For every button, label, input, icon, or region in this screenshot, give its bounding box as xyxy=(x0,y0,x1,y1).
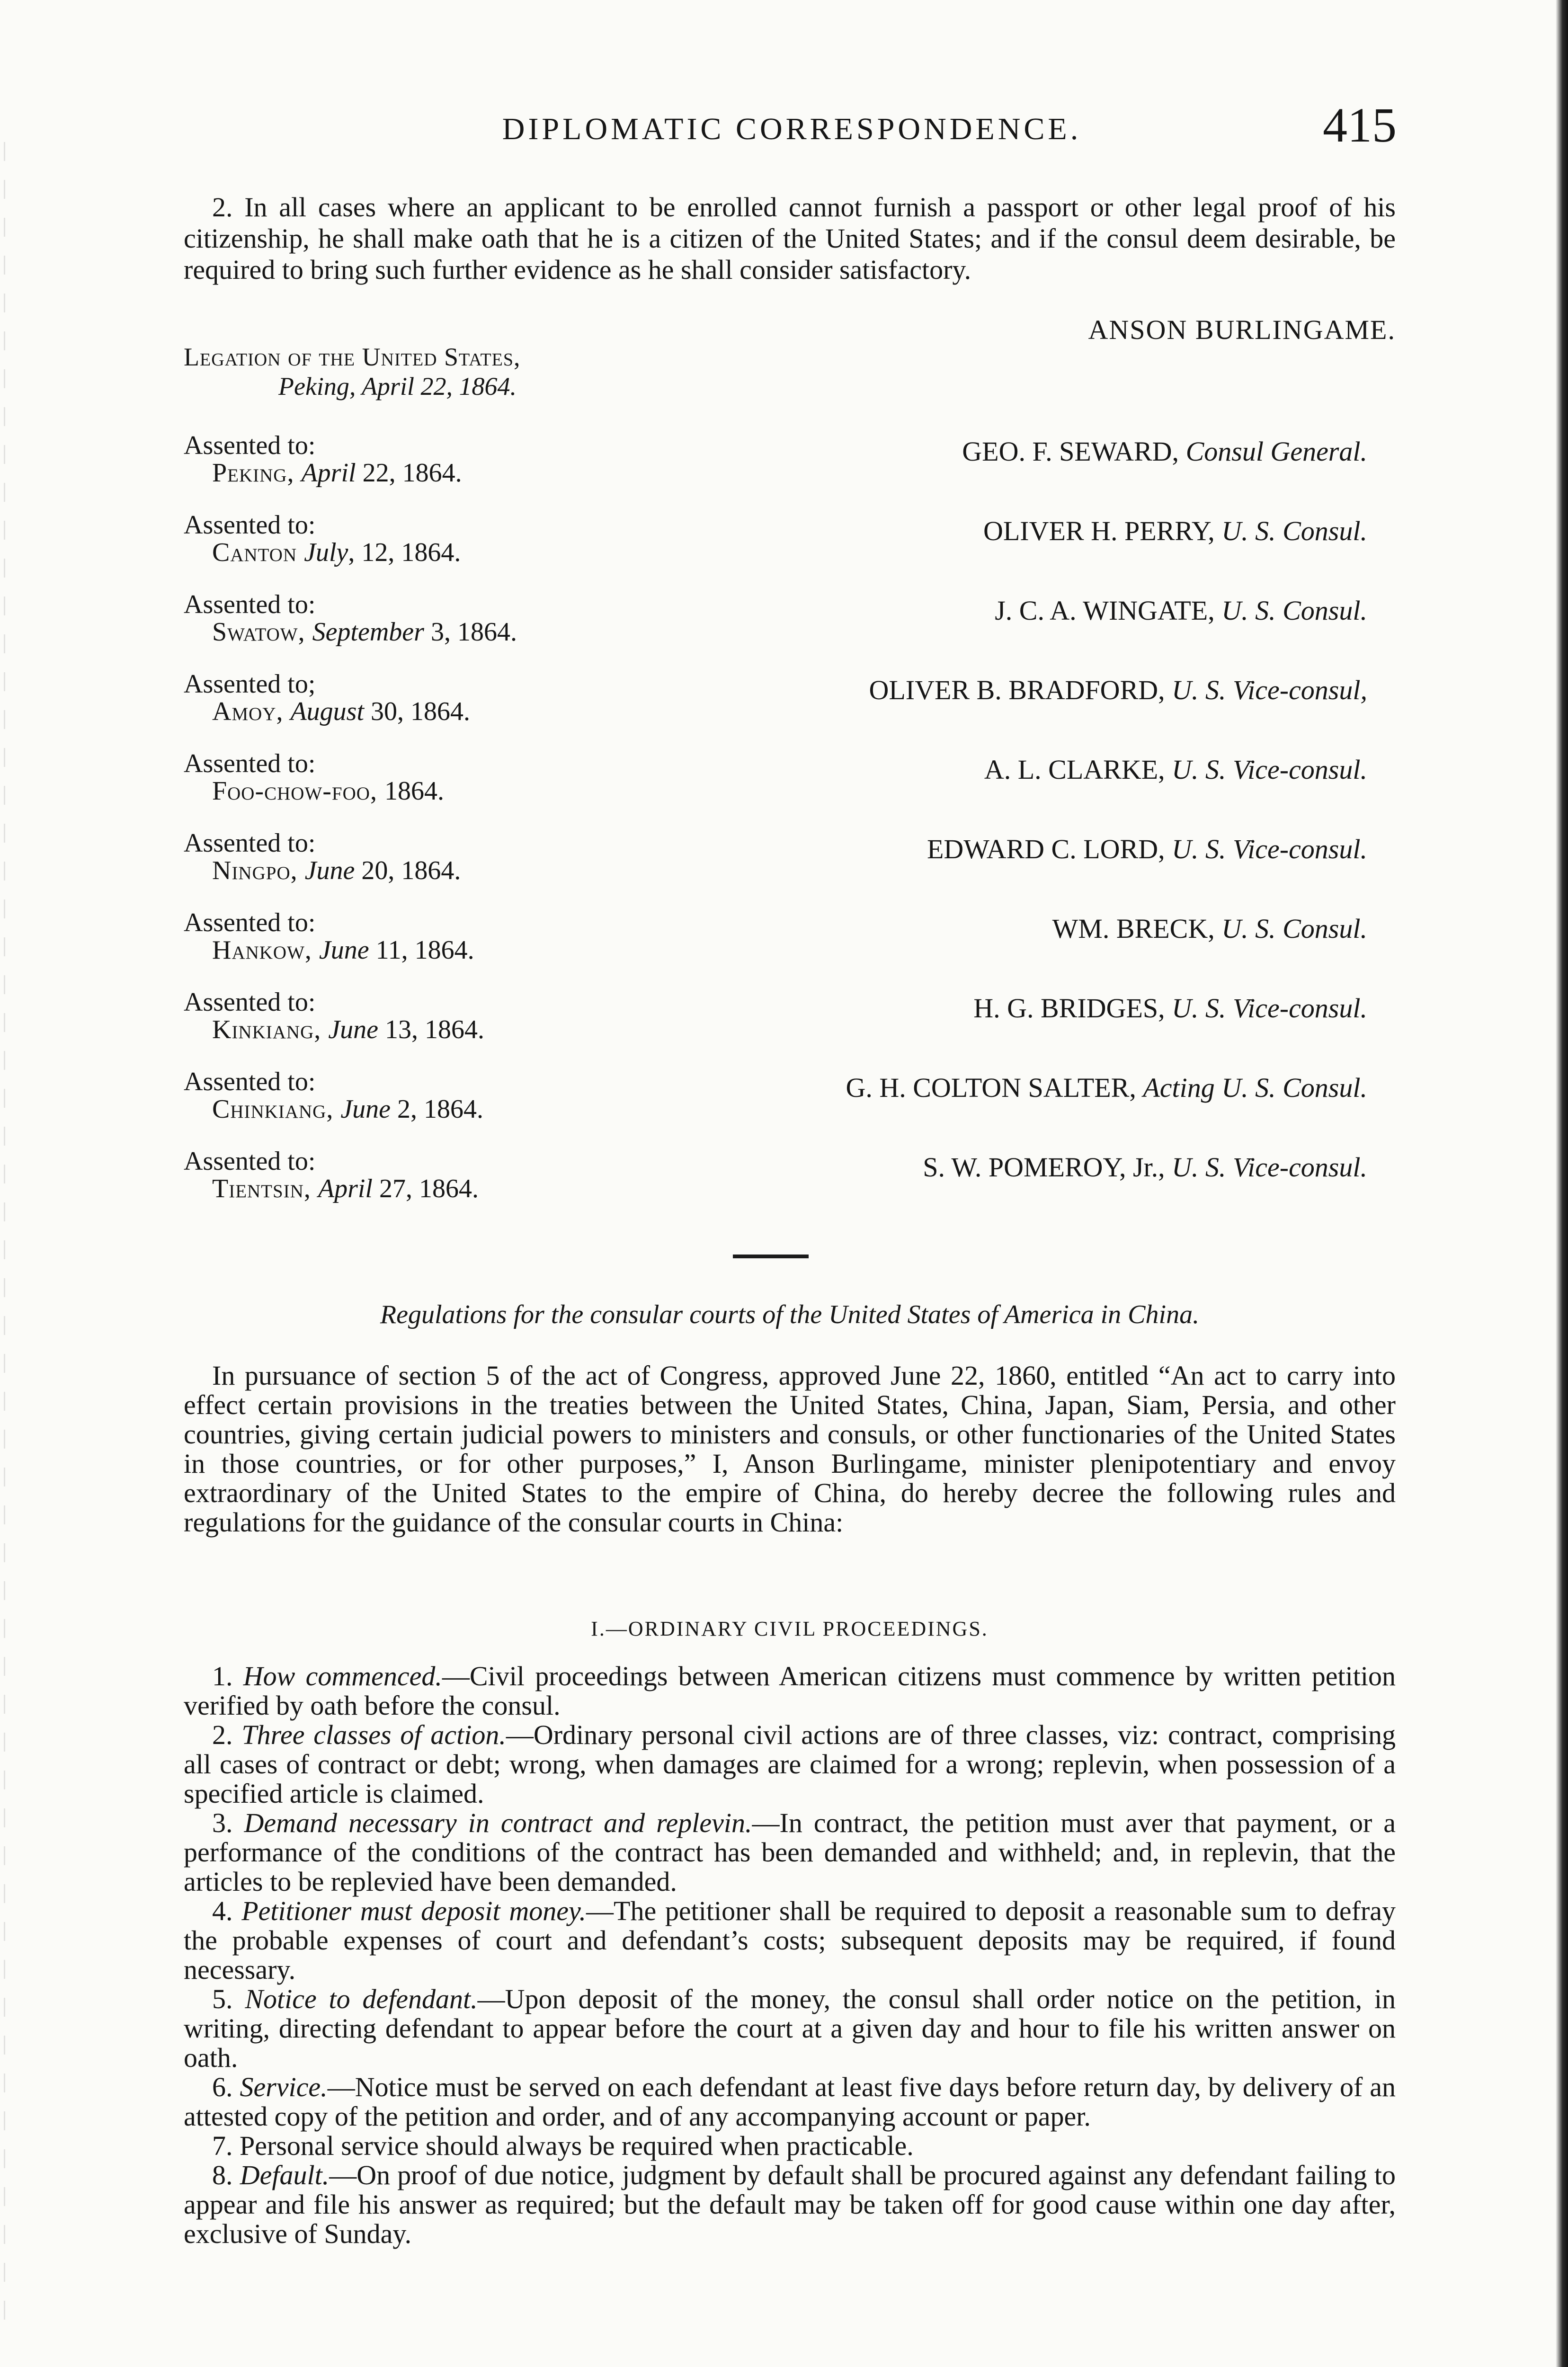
rule-heading: Demand necessary in contract and replevin. xyxy=(244,1807,752,1838)
signer-title: Consul General. xyxy=(1185,436,1367,467)
signer-title: U. S. Vice-consul, xyxy=(1172,675,1367,705)
page-header xyxy=(187,97,1397,152)
page-number: 415 xyxy=(1323,98,1397,152)
assent-label: Assented to: xyxy=(184,590,316,619)
rule-number: 2. xyxy=(212,1719,242,1750)
regulations-title: Regulations for the consular courts of the United States of America in China. xyxy=(380,1300,1200,1329)
legation-date: Peking, April 22, 1864. xyxy=(278,372,517,400)
assent-place-date xyxy=(212,458,462,488)
assent-place: Hankow, xyxy=(212,935,319,965)
assent-place: Tientsin, xyxy=(212,1174,318,1203)
signer-name: GEO. F. SEWARD, xyxy=(962,436,1186,467)
signer-title: U. S. Consul. xyxy=(1221,516,1367,546)
assent-signature xyxy=(846,1072,1367,1103)
assent-place-date xyxy=(212,617,517,647)
assent-signature xyxy=(983,515,1367,547)
signatory-name: ANSON BURLINGAME. xyxy=(1088,314,1396,345)
assent-signature xyxy=(927,833,1367,865)
rule-text: —Ordinary personal civil actions are of three classes, viz: contract, comprising all cases of contract or debt; wrong, when damages are claimed for a wrong; replevin, when possession of a specified article is claimed. xyxy=(184,1719,1396,1809)
assent-place: Kinkiang, xyxy=(212,1015,329,1044)
assent-label: Assented to: xyxy=(184,749,316,778)
regulations-intro: In pursuance of section 5 of the act of Congress, approved June 22, 1860, entitled “An act to carry into effect certain provisions in the treaties between the United States, China, Japan, Siam, Persia, and other countries, giving certain judicial powers to ministers and consuls, or other functionaries of the United States in those countries, or for other purposes,” I, Anson Burlingame, minister plenipotentiary and envoy extraordinary of the United States to the empire of China, do hereby decree the following rules and regulations for the guidance of the consular courts in China: xyxy=(184,1360,1396,1538)
signer-name: J. C. A. WINGATE, xyxy=(995,595,1222,626)
assent-place: Chinkiang, xyxy=(212,1095,341,1124)
top-paragraph: 2. In all cases where an applicant to be enrolled cannot furnish a passport or other legal proof of his citizenship, he shall make oath that he is a citizen of the United States; and if the consul deem desirable, be required to bring such further evidence as he shall consider satisfactory. xyxy=(184,192,1396,285)
left-margin-binding-marks xyxy=(4,142,5,2320)
assent-date: June 2, 1864. xyxy=(340,1095,484,1124)
signer-title: U. S. Vice-consul. xyxy=(1172,834,1367,864)
assent-signature xyxy=(923,1151,1367,1183)
signer-title: U. S. Vice-consul. xyxy=(1172,993,1367,1023)
assent-date: September 3, 1864. xyxy=(312,617,517,647)
assent-signature xyxy=(1052,913,1367,944)
rule-number: 6. xyxy=(212,2072,240,2102)
assent-place-date xyxy=(212,538,461,567)
signer-name: OLIVER B. BRADFORD, xyxy=(869,675,1172,705)
signer-name: S. W. POMEROY, Jr., xyxy=(923,1152,1172,1183)
assent-row xyxy=(184,590,1367,656)
assent-place: Peking, xyxy=(212,458,302,488)
signer-name: WM. BRECK, xyxy=(1052,913,1222,944)
assent-label: Assented to: xyxy=(184,988,316,1017)
assent-place: Canton xyxy=(212,538,304,567)
rule-number: 8. xyxy=(212,2160,240,2190)
assent-signature xyxy=(962,436,1367,467)
rule-text: —Civil proceedings between American citizens must commence by written petition verified by oath before the consul. xyxy=(184,1661,1396,1721)
assent-signature xyxy=(995,595,1367,626)
assent-place-date xyxy=(212,856,461,885)
rule-number: 7. xyxy=(212,2130,240,2161)
rule-paragraph xyxy=(184,2073,1396,2131)
assent-place: Foo-chow-foo, xyxy=(212,776,384,806)
assent-label: Assented to; xyxy=(184,669,316,699)
rule-heading: Three classes of action. xyxy=(241,1719,506,1750)
signer-title: Acting U. S. Consul. xyxy=(1143,1072,1367,1103)
assent-row xyxy=(184,431,1367,497)
assent-label: Assented to: xyxy=(184,510,316,540)
rule-paragraph xyxy=(184,2161,1396,2249)
assent-row xyxy=(184,988,1367,1054)
rule-number: 5. xyxy=(212,1984,245,2014)
assent-place-date xyxy=(212,1174,479,1203)
signer-title: U. S. Vice-consul. xyxy=(1172,1152,1367,1183)
assent-row xyxy=(184,828,1367,895)
assent-date: July, 12, 1864. xyxy=(304,538,461,567)
assent-row xyxy=(184,908,1367,974)
assent-date: June 11, 1864. xyxy=(319,935,474,965)
assent-label: Assented to: xyxy=(184,908,316,937)
assent-place: Amoy, xyxy=(212,697,291,726)
assent-date: April 22, 1864. xyxy=(301,458,462,488)
rule-paragraph xyxy=(184,1808,1396,1896)
legation-line: Legation of the United States, xyxy=(184,343,521,371)
legation-block xyxy=(184,342,521,401)
rule-paragraph xyxy=(184,1896,1396,1984)
rule-text: —Upon deposit of the money, the consul shall order notice on the petition, in writing, directing defendant to appear before the court at a given day and hour to file his written answer on oath. xyxy=(184,1984,1396,2073)
rule-heading: How commenced. xyxy=(243,1661,442,1691)
assent-label: Assented to: xyxy=(184,1067,316,1096)
rule-number: 1. xyxy=(212,1661,243,1691)
assent-row xyxy=(184,749,1367,815)
assent-place-date xyxy=(212,1015,484,1044)
signer-name: EDWARD C. LORD, xyxy=(927,834,1172,864)
rule-text: Personal service should always be required when practicable. xyxy=(240,2130,914,2161)
assent-date: April 27, 1864. xyxy=(318,1174,479,1203)
assent-row xyxy=(184,510,1367,577)
rule-paragraph xyxy=(184,1720,1396,1808)
rule-text: —The petitioner shall be required to deposit a reasonable sum to defray the probable expenses of court and defendant’s costs; subsequent deposits may be required, if found necessary. xyxy=(184,1895,1396,1985)
assent-place: Swatow, xyxy=(212,617,312,647)
rule-heading: Default. xyxy=(240,2160,330,2190)
signer-title: U. S. Consul. xyxy=(1221,595,1367,626)
running-head: DIPLOMATIC CORRESPONDENCE. xyxy=(502,112,1082,146)
rule-paragraph xyxy=(184,2131,1396,2161)
assent-row xyxy=(184,669,1367,736)
rule-heading: Service. xyxy=(240,2072,328,2102)
assent-signature xyxy=(973,992,1367,1024)
rule-paragraph xyxy=(184,1662,1396,1720)
assent-label: Assented to: xyxy=(184,828,316,858)
assent-signature xyxy=(984,754,1367,785)
rule-number: 3. xyxy=(212,1807,244,1838)
rule-text: —Notice must be served on each defendant at least five days before return day, by delivery of an attested copy of the petition and order, and of any accompanying account or paper. xyxy=(184,2072,1396,2132)
signer-name: H. G. BRIDGES, xyxy=(973,993,1172,1023)
assent-row xyxy=(184,1067,1367,1133)
assent-date: June 13, 1864. xyxy=(328,1015,484,1044)
signer-title: U. S. Consul. xyxy=(1221,913,1367,944)
section-divider xyxy=(733,1255,809,1258)
page-binding-edge xyxy=(1556,0,1568,2367)
assent-place-date xyxy=(212,776,444,806)
assent-label: Assented to: xyxy=(184,431,316,460)
rule-text: —In contract, the petition must aver that payment, or a performance of the conditions of the contract has been demanded and withheld; and, in replevin, that the articles to be replevied have been demanded. xyxy=(184,1807,1396,1897)
assent-label: Assented to: xyxy=(184,1147,316,1176)
rule-heading: Notice to defendant. xyxy=(245,1984,478,2014)
rules-list xyxy=(184,1662,1396,2249)
rule-text: —On proof of due notice, judgment by default shall be procured against any defendant failing to appear and file his answer as required; but the default may be taken off for good cause within one day after, exclusive of Sunday. xyxy=(184,2160,1396,2249)
assent-date: August 30, 1864. xyxy=(290,697,471,726)
assent-place: Ningpo, xyxy=(212,856,305,885)
signer-name: A. L. CLARKE, xyxy=(984,754,1172,785)
signer-title: U. S. Vice-consul. xyxy=(1172,754,1367,785)
rule-number: 4. xyxy=(212,1895,242,1926)
assent-date: 1864. xyxy=(384,776,444,806)
assent-place-date xyxy=(212,1095,483,1124)
assent-row xyxy=(184,1147,1367,1213)
section-heading: I.—ORDINARY CIVIL PROCEEDINGS. xyxy=(591,1617,989,1640)
assent-place-date xyxy=(212,697,470,726)
rule-heading: Petitioner must deposit money. xyxy=(241,1895,587,1926)
assent-place-date xyxy=(212,935,474,965)
signer-name: G. H. COLTON SALTER, xyxy=(846,1072,1143,1103)
assent-signature xyxy=(869,674,1367,706)
assent-date: June 20, 1864. xyxy=(304,856,461,885)
signer-name: OLIVER H. PERRY, xyxy=(983,516,1222,546)
rule-paragraph xyxy=(184,1984,1396,2073)
